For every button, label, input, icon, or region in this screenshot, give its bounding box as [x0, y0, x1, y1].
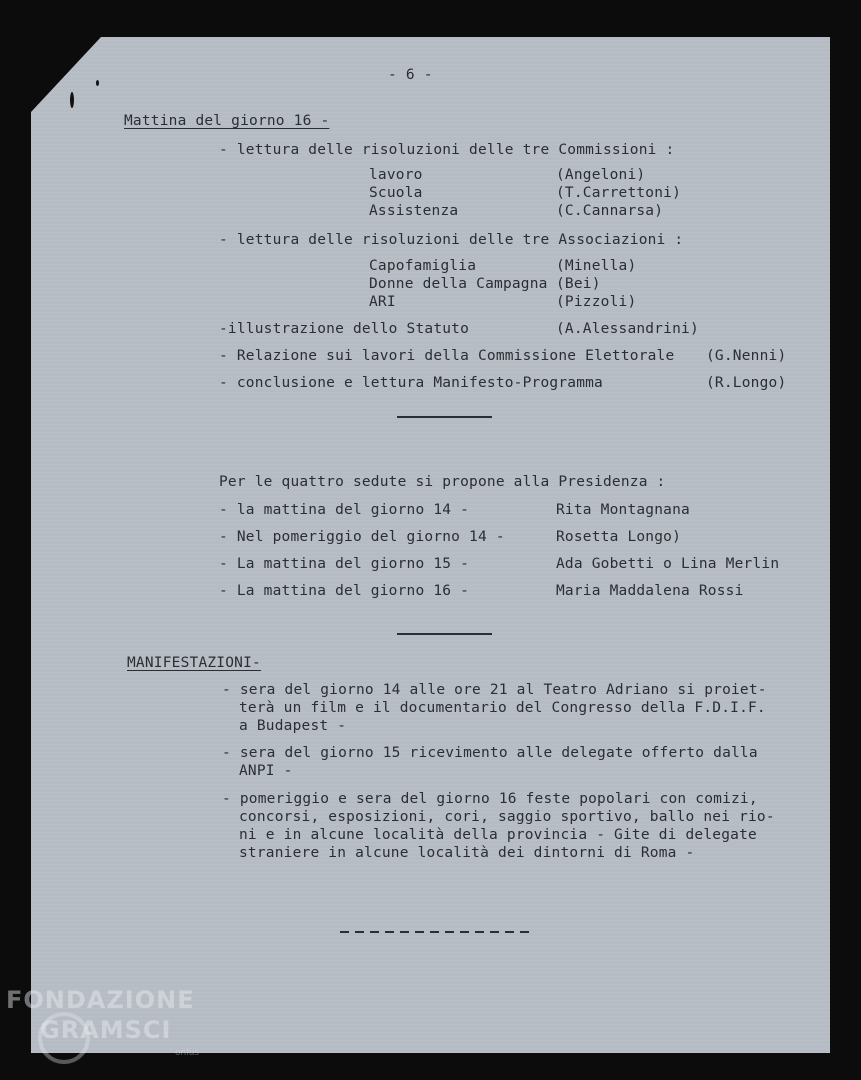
closing-dashes: [340, 931, 529, 933]
presidency-session: - la mattina del giorno 14 -: [219, 502, 470, 518]
statute-item: -illustrazione dello Statuto: [219, 321, 470, 337]
section-divider: [397, 416, 492, 418]
presidency-name: Ada Gobetti o Lina Merlin: [556, 556, 780, 572]
event-line: terà un film e il documentario del Congresso della F.D.I.F.: [239, 700, 766, 716]
presidency-intro: Per le quattro sedute si propone alla Presidenza :: [219, 474, 666, 490]
association-speaker: (Pizzoli): [556, 294, 637, 310]
commission-name: Scuola: [369, 185, 423, 201]
event-line: ni e in alcune località della provincia - Gite di delegate: [239, 827, 757, 843]
watermark-line1: FONDAZIONE: [6, 986, 195, 1014]
event-line: concorsi, esposizioni, cori, saggio sportivo, ballo nei rio-: [239, 809, 775, 825]
commission-speaker: (T.Carrettoni): [556, 185, 682, 201]
commission-name: lavoro: [369, 167, 423, 183]
presidency-name: Maria Maddalena Rossi: [556, 583, 744, 599]
commission-name: Assistenza: [369, 203, 459, 219]
event-line: - sera del giorno 15 ricevimento alle delegate offerto dalla: [222, 745, 758, 761]
presidency-session: - Nel pomeriggio del giorno 14 -: [219, 529, 505, 545]
association-speaker: (Bei): [556, 276, 601, 292]
electoral-item: - Relazione sui lavori della Commissione Elettorale: [219, 348, 675, 364]
association-name: ARI: [369, 294, 396, 310]
event-line: ANPI -: [239, 763, 293, 779]
association-name: Donne della Campagna: [369, 276, 548, 292]
ink-mark: [96, 80, 99, 86]
presidency-name: Rita Montagnana: [556, 502, 690, 518]
watermark-line2: GRAMSCI: [40, 1016, 172, 1044]
commissions-intro: - lettura delle risoluzioni delle tre Commissioni :: [219, 142, 675, 158]
presidency-name: Rosetta Longo): [556, 529, 682, 545]
associations-intro: - lettura delle risoluzioni delle tre Associazioni :: [219, 232, 684, 248]
event-line: straniere in alcune località dei dintorni di Roma -: [239, 845, 695, 861]
commission-speaker: (Angeloni): [556, 167, 646, 183]
association-name: Capofamiglia: [369, 258, 477, 274]
section-heading-manifestazioni: MANIFESTAZIONI-: [127, 655, 261, 671]
event-line: - sera del giorno 14 alle ore 21 al Teatro Adriano si proiet-: [222, 682, 767, 698]
event-line: a Budapest -: [239, 718, 347, 734]
presidency-session: - La mattina del giorno 15 -: [219, 556, 470, 572]
commission-speaker: (C.Cannarsa): [556, 203, 664, 219]
conclusion-speaker: (R.Longo): [706, 375, 787, 391]
association-speaker: (Minella): [556, 258, 637, 274]
ink-mark: [70, 92, 74, 108]
page-number: - 6 -: [388, 67, 433, 83]
statute-speaker: (A.Alessandrini): [556, 321, 699, 337]
watermark-line3: onlus: [175, 1048, 200, 1058]
section-heading-mattina-16: Mattina del giorno 16 -: [124, 113, 330, 129]
event-line: - pomeriggio e sera del giorno 16 feste popolari con comizi,: [222, 791, 758, 807]
presidency-session: - La mattina del giorno 16 -: [219, 583, 470, 599]
section-divider: [397, 633, 492, 635]
electoral-speaker: (G.Nenni): [706, 348, 787, 364]
conclusion-item: - conclusione e lettura Manifesto-Programma: [219, 375, 603, 391]
